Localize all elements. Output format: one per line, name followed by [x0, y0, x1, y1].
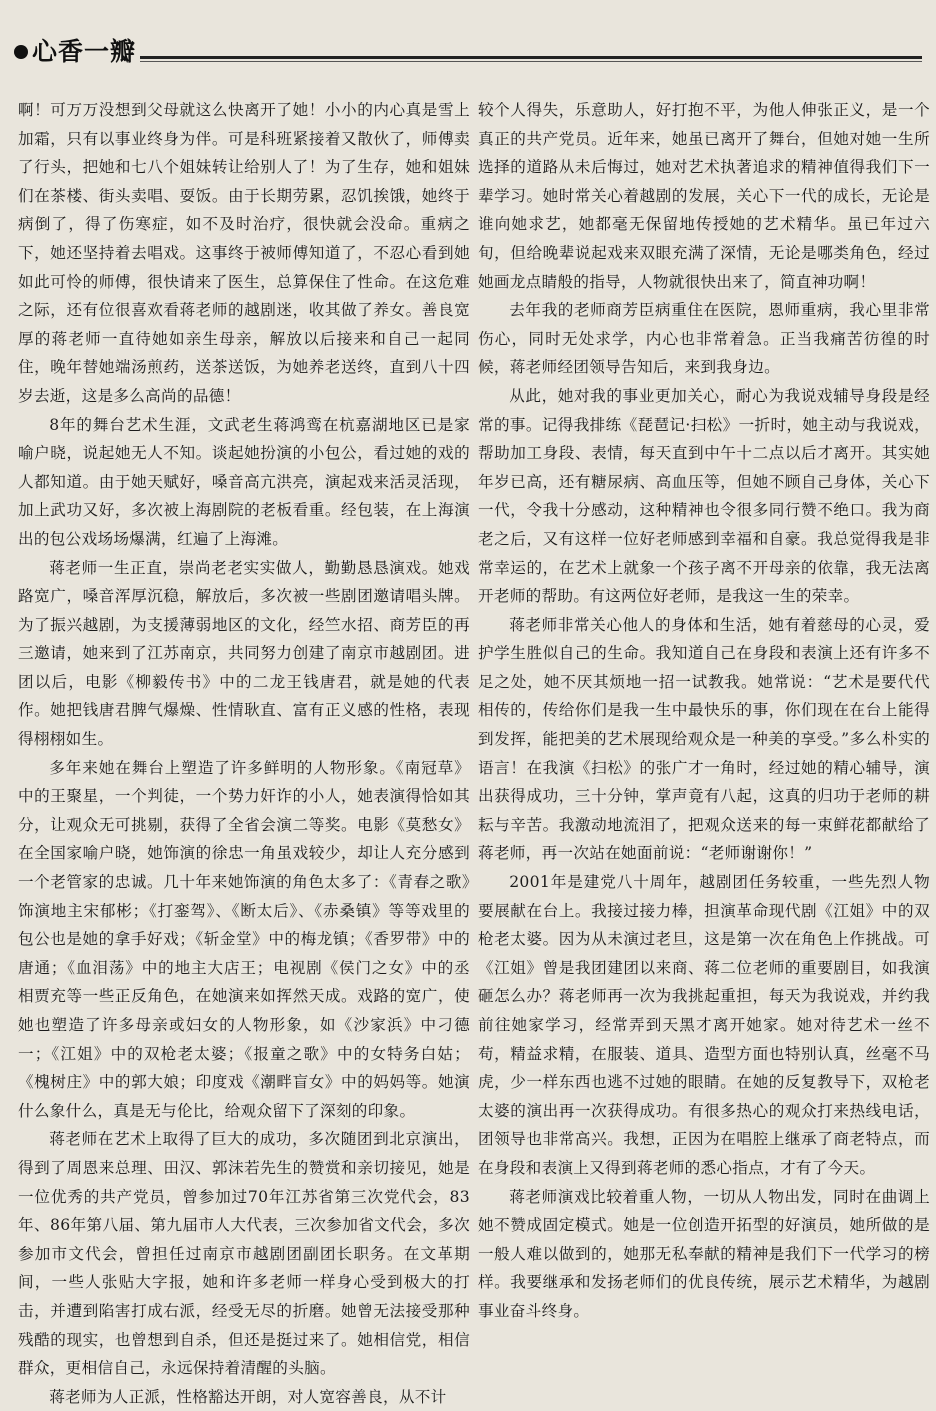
paragraph: 蒋老师在艺术上取得了巨大的成功，多次随团到北京演出，得到了周恩来总理、田汉、郭沫若先生的赞赏和亲切接见，她是一位优秀的共产党员，曾参加过70年江苏省第三次党代会，83年、86年第八届、第九届市人大代表，三次参加省文代会，多次参加市文代会，曾担任过南京市越剧团副团长职务。在文革期间，一些人张贴大字报，她和许多老师一样身心受到极大的打击，并遭到陷害打成右派，经受无尽的折磨。她曾无法接受那种残酷的现实，也曾想到自杀，但还是挺过来了。她相信党，相信群众，更相信自己，永远保持着清醒的头脑。 [18, 1130, 470, 1378]
paragraph: 2001年是建党八十周年，越剧团任务较重，一些先烈人物要展献在台上。我接过接力棒，担演革命现代剧《江姐》中的双枪老太婆。因为从未演过老旦，这是第一次在角色上作挑战。可《江姐》曾是我团建团以来商、蒋二位老师的重要剧目，如我演砸怎么办？蒋老师再一次为我挑起重担，每天为我说戏，并约我前往她家学习，经常弄到天黑才离开她家。她对待艺术一丝不苟，精益求精，在服装、道具、造型方面也特别认真，丝毫不马虎，少一样东西也逃不过她的眼睛。在她的反复教导下，双枪老太婆的演出再一次获得成功。有很多热心的观众打来热线电话，团领导也非常高兴。我想，正因为在唱腔上继承了商老特点，而在身段和表演上又得到蒋老师的悉心指点，才有了今天。 [478, 873, 930, 1177]
paragraph: 较个人得失，乐意助人，好打抱不平，为他人伸张正义，是一个真正的共产党员。近年来，她虽已离开了舞台，但她对她一生所选择的道路从未后悔过，她对艺术执著追求的精神值得我们下一辈学习。她时常关心着越剧的发展，关心下一代的成长，无论是谁向她求艺，她都毫无保留地传授她的艺术精华。虽已年过六旬，但给晚辈说起戏来双眼充满了深情，无论是哪类角色，经过她画龙点睛般的指导，人物就很快出来了，简直神功啊！ [478, 101, 930, 291]
paragraph: 从此，她对我的事业更加关心，耐心为我说戏辅导身段是经常的事。记得我排练《琵琶记·扫松》一折时，她主动与我说戏，帮助加工身段、表情，每天直到中午十二点以后才离开。其实她年岁已高，还有糖尿病、高血压等，但她不顾自己身体，关心下一代，令我十分感动，这种精神也令很多同行赞不绝口。我为商老之后，又有这样一位好老师感到幸福和自豪。我总觉得我是非常幸运的，在艺术上就象一个孩子离不开母亲的依靠，我无法离开老师的帮助。有这两位好老师，是我这一生的荣幸。 [478, 386, 930, 606]
page-header [0, 0, 936, 70]
header-rule-thin [140, 61, 922, 62]
paragraph: 蒋老师一生正直，崇尚老老实实做人，勤勤恳恳演戏。她戏路宽广，嗓音浑厚沉稳，解放后，多次被一些剧团邀请唱头牌。为了振兴越剧，为支援薄弱地区的文化，经竺水招、商芳臣的再三邀请，她来到了江苏南京，共同努力创建了南京市越剧团。进团以后，电影《柳毅传书》中的二龙王钱唐君，就是她的代表作。她把钱唐君脾气爆燥、性情耿直、富有正义感的性格，表现得栩栩如生。 [18, 558, 470, 749]
paragraph: 蒋老师演戏比较着重人物，一切从人物出发，同时在曲调上她不赞成固定模式。她是一位创造开拓型的好演员，她所做的是一般人难以做到的，她那无私奉献的精神是我们下一代学习的榜样。我要继承和发扬老师们的优良传统，展示艺术精华，为越剧事业奋斗终身。 [478, 1187, 930, 1320]
paragraph: 去年我的老师商芳臣病重住在医院，恩师重病，我心里非常伤心，同时无处求学，内心也非常着急。正当我痛苦彷徨的时候，蒋老师经团领导告知后，来到我身边。 [478, 301, 930, 377]
paragraph: 多年来她在舞台上塑造了许多鲜明的人物形象。《南冠草》中的王聚星，一个判徒，一个势力奸诈的小人，她表演得恰如其分，让观众无可挑剔，获得了全省会演二等奖。电影《莫愁女》在全国家喻户晓，她饰演的徐忠一角虽戏较少，却让人充分感到一个老管家的忠诚。几十年来她饰演的角色太多了：《青春之歌》饰演地主宋郁彬；《打銮驾》、《断太后》、《赤桑镇》等等戏里的包公也是她的拿手好戏；《斩金堂》中的梅龙镇；《香罗带》中的唐通；《血泪荡》中的地主大店王；电视剧《侯门之女》中的丞相贾充等一些正反角色，在她演来如挥然天成。戏路的宽广，使她也塑造了许多母亲或妇女的人物形象，如《沙家浜》中刁德一；《江姐》中的双枪老太婆；《报童之歌》中的女特务白姑；《槐树庄》中的郭大娘；印度戏《潮畔盲女》中的妈妈等。她演什么象什么，真是无与伦比，给观众留下了深刻的印象。 [18, 758, 470, 1120]
paragraph: 啊！可万万没想到父母就这么快离开了她！小小的内心真是雪上加霜，只有以事业终身为伴。可是科班紧接着又散伙了，师傅卖了行头，把她和七八个姐妹转让给别人了！为了生存，她和姐妹们在茶楼、街头卖唱、耍饭。由于长期劳累，忍饥挨饿，她终于病倒了，得了伤寒症，如不及时治疗，很快就会没命。重病之下，她还坚持着去唱戏。这事终于被师傅知道了，不忍心看到她如此可怜的师傅，很快请来了医生，总算保住了性命。在这危难之际，还有位很喜欢看蒋老师的越剧迷，收其做了养女。善良宽厚的蒋老师一直待她如亲生母亲，解放以后接来和自己一起同住，晚年替她端汤煎药，送茶送饭，为她养老送终，直到八十四岁去逝，这是多么高尚的品德！ [18, 101, 470, 405]
paragraph: 蒋老师为人正派，性格豁达开朗，对人宽容善良，从不计 [49, 1387, 447, 1406]
paragraph: 蒋老师非常关心他人的身体和生活，她有着慈母的心灵，爱护学生胜似自己的生命。我知道自己在身段和表演上还有许多不足之处，她不厌其烦地一招一试教我。她常说：“艺术是要代代相传的，传给你们是我一生中最快乐的事，你们现在在台上能得到发挥，能把美的艺术展现给观众是一种美的享受。”多么朴实的语言！在我演《扫松》的张广才一角时，经过她的精心辅导，演出获得成功，三十分钟，掌声竟有八起，这真的归功于老师的耕耘与辛苦。我激动地流泪了，把观众送来的每一束鲜花都献给了蒋老师，再一次站在她面前说：“老师谢谢你！” [478, 615, 930, 863]
paragraph: 8年的舞台艺术生涯，文武老生蒋鸿鸾在杭嘉湖地区已是家喻户晓，说起她无人不知。谈起她扮演的小包公，看过她的戏的人都知道。由于她天赋好，嗓音高亢洪亮，演起戏来活灵活现，加上武功又好，多次被上海剧院的老板看重。经包装，在上海演出的包公戏场场爆满，红遍了上海滩。 [18, 415, 470, 548]
right-column [478, 96, 930, 1326]
left-column [18, 96, 470, 1411]
header-rule [140, 56, 922, 59]
section-title: 心香一瓣 [32, 37, 137, 66]
bullet-icon [14, 45, 28, 59]
